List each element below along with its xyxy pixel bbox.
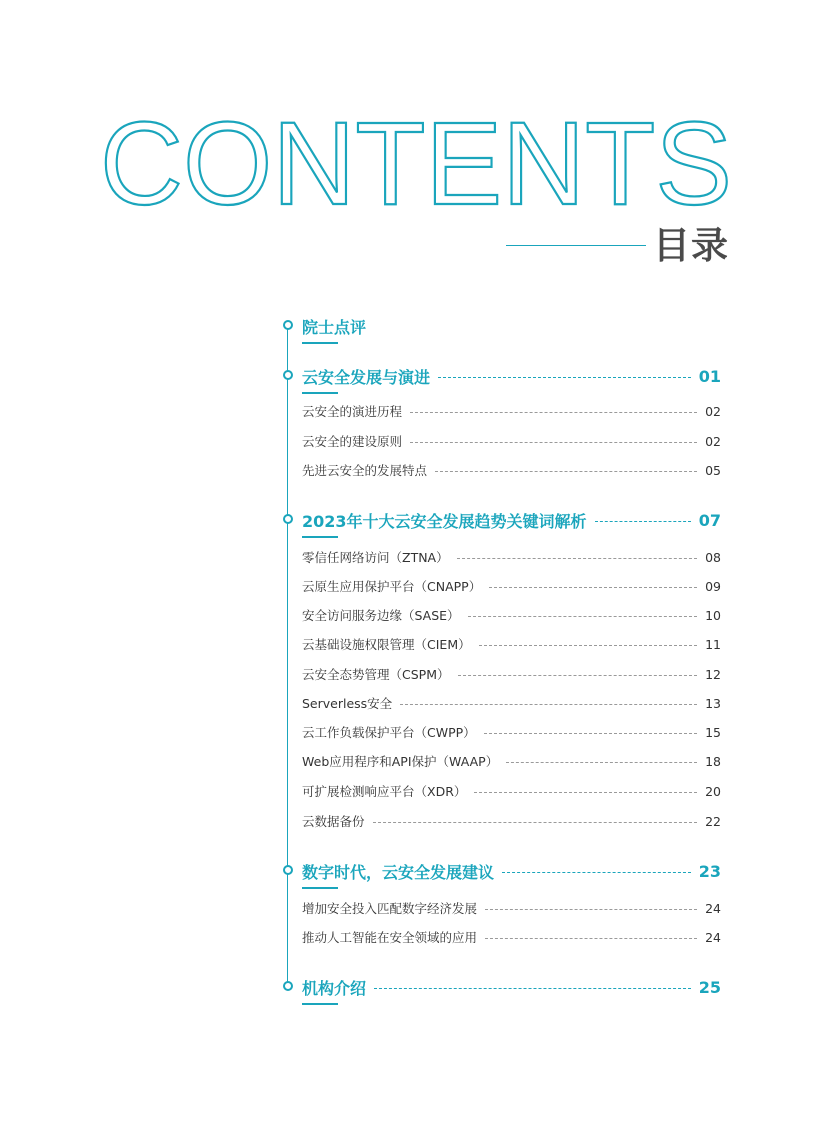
toc-item-page: 09	[705, 578, 721, 594]
toc-item[interactable]	[302, 432, 721, 450]
toc-leader	[595, 521, 691, 522]
toc-item-label: 云工作负载保护平台（CWPP）	[302, 725, 476, 740]
toc-item-label: 云原生应用保护平台（CNAPP）	[302, 579, 482, 594]
toc-section-title: 2023年十大云安全发展趋势关键词解析	[302, 511, 587, 531]
toc-leader	[479, 645, 697, 646]
toc-section[interactable]	[302, 314, 721, 338]
toc-section[interactable]	[302, 508, 721, 532]
section-underline	[302, 1003, 338, 1005]
timeline-dot	[283, 370, 293, 380]
toc-item-page: 13	[705, 695, 721, 711]
toc-item[interactable]	[302, 577, 721, 595]
toc-section[interactable]	[302, 975, 721, 999]
toc-item[interactable]	[302, 812, 721, 830]
toc-section-page: 25	[698, 977, 721, 997]
toc-leader	[373, 822, 698, 823]
timeline-dot	[283, 865, 293, 875]
section-underline	[302, 342, 338, 344]
toc-leader	[435, 471, 697, 472]
contents-outline-text: CONTENTS	[100, 104, 732, 216]
toc-item-label: Web应用程序和API保护（WAAP）	[302, 754, 499, 769]
toc-leader	[410, 442, 697, 443]
toc-item-page: 10	[705, 607, 721, 623]
toc-item[interactable]	[302, 723, 721, 741]
toc-item-label: 云基础设施权限管理（CIEM）	[302, 637, 471, 652]
toc-item-page: 05	[705, 462, 721, 478]
toc-item[interactable]	[302, 665, 721, 683]
toc-item-label: 云数据备份	[302, 814, 365, 829]
toc-item-label: 云安全的建设原则	[302, 434, 403, 449]
toc-section-title: 院士点评	[302, 317, 367, 337]
toc-item-page: 15	[705, 724, 721, 740]
toc-item-page: 24	[705, 900, 721, 916]
toc-item-label: 可扩展检测响应平台（XDR）	[302, 784, 467, 799]
toc-section-title: 数字时代，云安全发展建议	[302, 862, 495, 882]
toc-item[interactable]	[302, 899, 721, 917]
toc-item-page: 12	[705, 666, 721, 682]
section-underline	[302, 536, 338, 538]
toc-leader	[438, 377, 691, 378]
toc-section-title: 云安全发展与演进	[302, 367, 431, 387]
timeline-dot	[283, 320, 293, 330]
toc-item-page: 02	[705, 433, 721, 449]
toc-leader	[374, 988, 691, 989]
toc-leader	[484, 733, 697, 734]
toc-item-page: 18	[705, 753, 721, 769]
toc-section[interactable]	[302, 859, 721, 883]
toc-item[interactable]	[302, 461, 721, 479]
toc-leader	[502, 872, 691, 873]
toc-item-label: 增加安全投入匹配数字经济发展	[302, 901, 478, 916]
toc-item-page: 08	[705, 549, 721, 565]
toc-item-label: 云安全态势管理（CSPM）	[302, 667, 450, 682]
toc-leader	[485, 909, 697, 910]
toc-item[interactable]	[302, 606, 721, 624]
toc-item-page: 20	[705, 783, 721, 799]
toc-section-page: 23	[698, 861, 721, 881]
toc-leader	[506, 762, 697, 763]
toc-leader	[485, 938, 697, 939]
toc-leader	[458, 675, 698, 676]
toc-item[interactable]	[302, 752, 721, 770]
toc-item-label: Serverless安全	[302, 696, 393, 711]
toc-item[interactable]	[302, 548, 721, 566]
section-underline	[302, 392, 338, 394]
toc-leader	[489, 587, 697, 588]
toc-item-page: 02	[705, 403, 721, 419]
toc-item[interactable]	[302, 402, 721, 420]
toc-leader	[400, 704, 697, 705]
toc-item-page: 22	[705, 813, 721, 829]
toc-item[interactable]	[302, 928, 721, 946]
toc-leader	[468, 616, 698, 617]
toc-item-page: 24	[705, 929, 721, 945]
toc-leader	[410, 412, 697, 413]
toc-section[interactable]	[302, 364, 721, 388]
timeline-dot	[283, 514, 293, 524]
toc-leader	[474, 792, 697, 793]
timeline-dot	[283, 981, 293, 991]
section-underline	[302, 887, 338, 889]
toc-item-label: 云安全的演进历程	[302, 404, 403, 419]
toc-leader	[457, 558, 697, 559]
toc-section-title: 机构介绍	[302, 978, 367, 998]
toc-item[interactable]	[302, 694, 721, 712]
toc-item[interactable]	[302, 635, 721, 653]
toc-section-page: 07	[698, 510, 721, 530]
toc-item-page: 11	[705, 636, 721, 652]
toc-item-label: 安全访问服务边缘（SASE）	[302, 608, 460, 623]
page-title-cn: 目录	[653, 224, 729, 267]
toc-item-label: 零信任网络访问（ZTNA）	[302, 550, 449, 565]
toc-section-page: 01	[698, 366, 721, 386]
toc-item-label: 推动人工智能在安全领域的应用	[302, 930, 478, 945]
toc-item[interactable]	[302, 782, 721, 800]
toc-item-label: 先进云安全的发展特点	[302, 463, 428, 478]
